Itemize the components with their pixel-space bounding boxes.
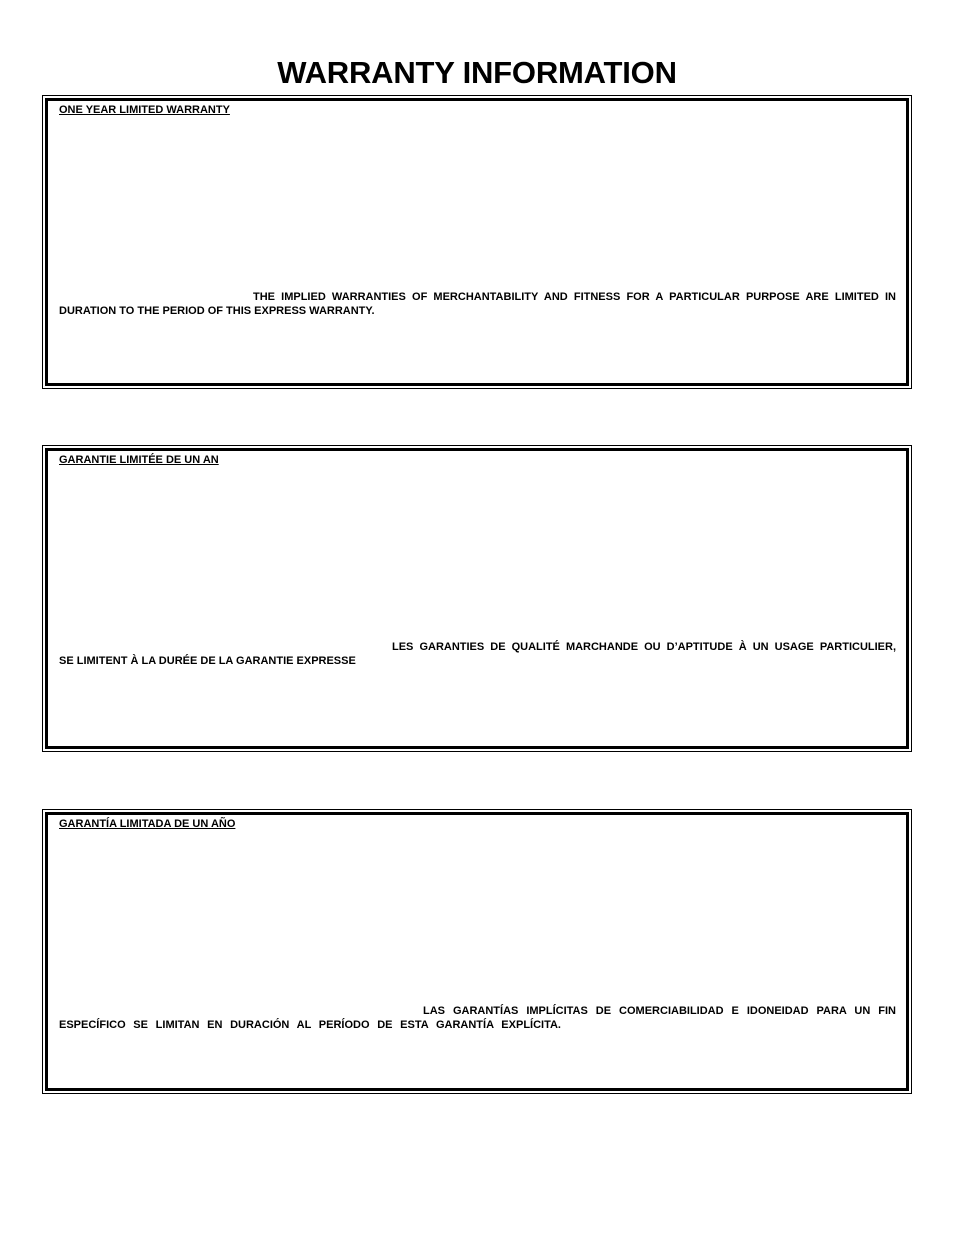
warranty-box-spanish: [42, 809, 912, 1094]
implied-clause-line-2: SE LIMITENT À LA DURÉE DE LA GARANTIE EXPRESSE: [59, 654, 356, 667]
warranty-heading-spanish: GARANTÍA LIMITADA DE UN AÑO: [59, 818, 236, 830]
warranty-heading-french: GARANTIE LIMITÉE DE UN AN: [59, 454, 219, 466]
implied-clause-line-1: LES GARANTIES DE QUALITÉ MARCHANDE OU D’APTITUDE À UN USAGE PARTICULIER,: [392, 641, 896, 653]
warranty-implied-clause-spanish: [59, 1005, 896, 1032]
implied-clause-line-2: ESPECÍFICO SE LIMITAN EN DURACIÓN AL PERÍODO DE ESTA GARANTÍA EXPLÍCITA.: [59, 1018, 561, 1031]
warranty-implied-clause-english: [59, 291, 896, 318]
warranty-box-english: [42, 95, 912, 389]
implied-clause-line-1: THE IMPLIED WARRANTIES OF MERCHANTABILITY AND FITNESS FOR A PARTICULAR PURPOSE ARE LIMITED IN: [253, 291, 896, 303]
warranty-box-english-frame: [45, 98, 909, 386]
warranty-box-spanish-frame: [45, 812, 909, 1091]
implied-clause-line-1: LAS GARANTÍAS IMPLÍCITAS DE COMERCIABILIDAD E IDONEIDAD PARA UN FIN: [423, 1005, 896, 1017]
warranty-box-french-frame: [45, 448, 909, 749]
implied-clause-line-2: DURATION TO THE PERIOD OF THIS EXPRESS WARRANTY.: [59, 304, 375, 317]
page-title: WARRANTY INFORMATION: [277, 55, 677, 90]
warranty-box-french: [42, 445, 912, 752]
warranty-implied-clause-french: [59, 641, 896, 668]
warranty-heading-english: ONE YEAR LIMITED WARRANTY: [59, 104, 230, 116]
